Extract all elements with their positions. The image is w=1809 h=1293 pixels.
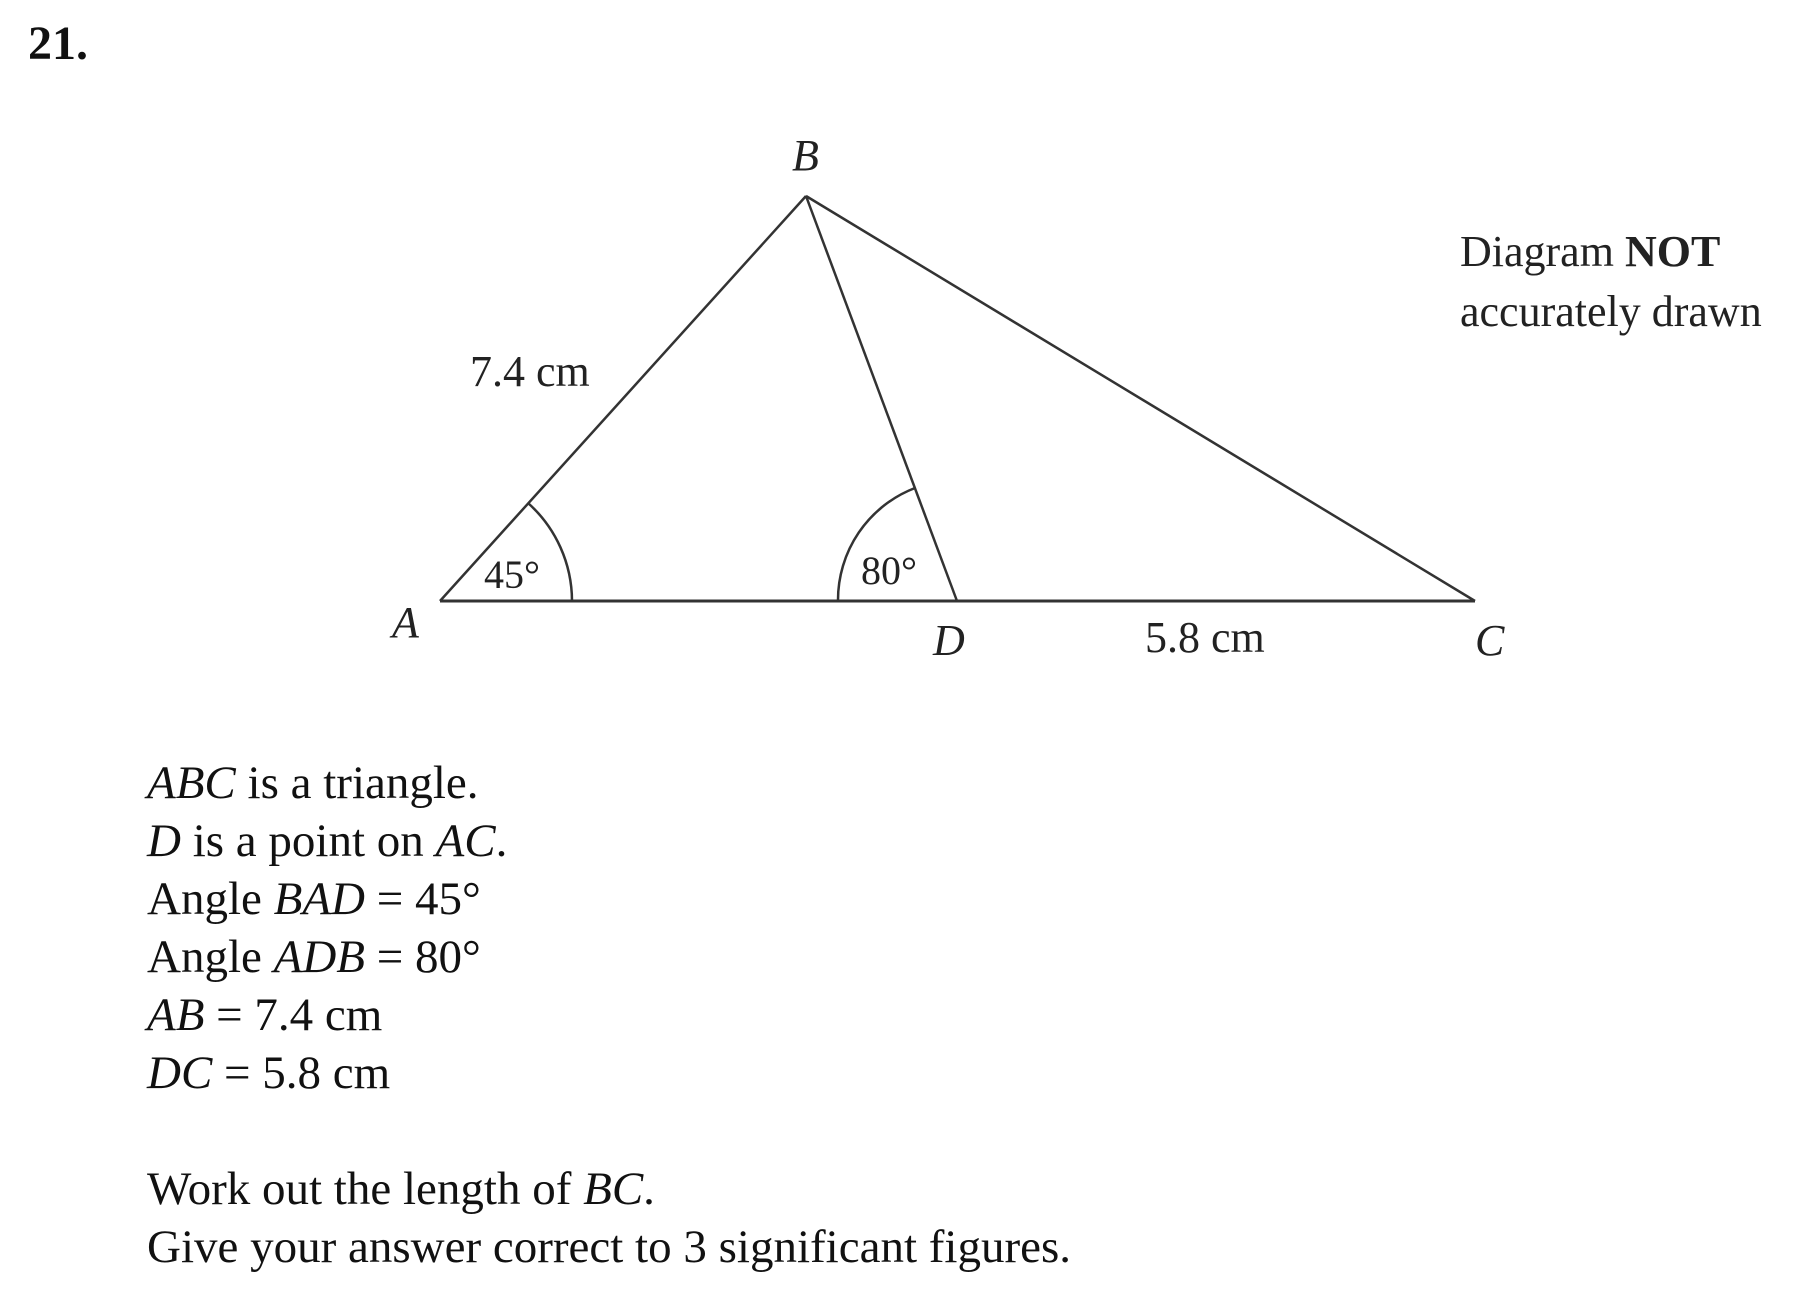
note-text: Diagram [1460, 227, 1625, 276]
question-task [147, 1160, 1071, 1276]
stem-text: Angle [147, 873, 274, 925]
stem-line [147, 1044, 507, 1102]
question-stem [147, 754, 507, 1102]
note-text-line2: accurately drawn [1460, 287, 1762, 336]
stem-text: Angle [147, 931, 274, 983]
stem-line [147, 754, 507, 812]
math-var: DC [147, 1047, 213, 1099]
segment-bd [806, 196, 957, 601]
math-var: ADB [273, 931, 365, 983]
stem-text: = 45° [365, 873, 481, 925]
side-ab [440, 196, 806, 601]
math-var: ABC [147, 757, 236, 809]
stem-text: is a triangle. [235, 757, 479, 809]
math-var: AC [435, 815, 496, 867]
task-text: Work out the length of [147, 1163, 584, 1215]
math-var: BAD [273, 873, 365, 925]
stem-text: is a point on [180, 815, 436, 867]
stem-text: . [495, 815, 508, 867]
side-label-dc: 5.8 cm [1145, 613, 1265, 662]
note-emphasis: NOT [1624, 227, 1721, 276]
task-line [147, 1160, 1071, 1218]
angle-label-bad: 45° [484, 552, 540, 597]
side-label-ab: 7.4 cm [470, 347, 590, 396]
stem-line [147, 986, 507, 1044]
point-label-d: D [933, 616, 965, 665]
stem-text: = 80° [365, 931, 481, 983]
math-var: AB [147, 989, 205, 1041]
stem-text: = 5.8 cm [212, 1047, 391, 1099]
side-bc [806, 196, 1475, 601]
point-label-a: A [392, 598, 419, 647]
stem-line [147, 928, 507, 986]
diagram-not-accurate-note [1460, 222, 1762, 342]
task-text: . [643, 1163, 655, 1215]
stem-line [147, 812, 507, 870]
stem-text: = 7.4 cm [204, 989, 383, 1041]
point-label-c: C [1475, 616, 1505, 665]
stem-line [147, 870, 507, 928]
point-label-b: B [792, 131, 819, 180]
angle-label-adb: 80° [861, 548, 917, 593]
task-line: Give your answer correct to 3 significant figures. [147, 1221, 1072, 1273]
question-number: 21. [28, 17, 88, 70]
math-var: D [147, 815, 181, 867]
math-var: BC [583, 1163, 644, 1215]
